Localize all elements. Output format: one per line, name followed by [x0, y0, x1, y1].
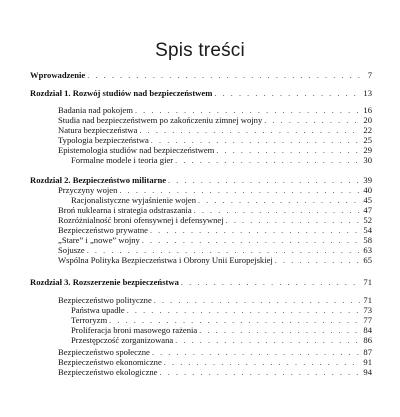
- toc-entry-title: „Stare” i „nowe” wojny: [58, 235, 140, 245]
- toc-subentry[interactable]: [71, 315, 372, 325]
- toc-entry-title: Rozdział 2. Bezpieczeństwo militarne: [30, 175, 167, 185]
- toc-entry-title: Przestępczość zorganizowana: [71, 335, 174, 345]
- toc-entry-page: 20: [363, 115, 372, 125]
- toc-entry-page: 58: [363, 235, 372, 245]
- toc-entry-title: Rozdział 3. Rozszerzenie bezpieczeństwa: [30, 277, 179, 287]
- toc-entry[interactable]: [58, 255, 372, 265]
- toc-entry-page: 65: [363, 255, 372, 265]
- toc-entry-title: Formalne modele i teoria gier: [71, 155, 174, 165]
- toc-leader-dots: [214, 89, 360, 99]
- toc-entry-page: 16: [363, 105, 372, 115]
- toc-entry-page: 7: [367, 70, 372, 80]
- toc-leader-dots: [87, 71, 360, 81]
- toc-entry[interactable]: [58, 295, 372, 305]
- toc-entry[interactable]: [58, 135, 372, 145]
- toc-entry-title: Terroryzm: [71, 315, 108, 325]
- toc-entry-title: Przyczyny wojen: [58, 185, 118, 195]
- toc-entry[interactable]: [58, 115, 372, 125]
- page-title: Spis treści: [155, 40, 245, 61]
- toc-entry-title: Bezpieczeństwo prywatne: [58, 225, 148, 235]
- toc-entry[interactable]: [58, 357, 372, 367]
- toc-entry-page: 52: [363, 215, 372, 225]
- toc-entry-title: Epistemologia studiów nad bezpieczeństwem: [58, 145, 215, 155]
- toc-entry-page: 54: [363, 225, 372, 235]
- toc-chapter-1[interactable]: [30, 88, 372, 98]
- toc-entry-page: 87: [363, 347, 372, 357]
- toc-entry[interactable]: [58, 245, 372, 255]
- toc-leader-dots: [181, 278, 360, 288]
- toc-entry[interactable]: [58, 185, 372, 195]
- toc-subentry[interactable]: [71, 335, 372, 345]
- toc-subentry[interactable]: [71, 325, 372, 335]
- toc-entry-page: 45: [363, 195, 372, 205]
- toc-entry-title: Typologia bezpieczeństwa: [58, 135, 149, 145]
- toc-entry-title: Bezpieczeństwo społeczne: [58, 347, 150, 357]
- toc-entry-title: Rozdział 1. Rozwój studiów nad bezpieczeństwem: [30, 88, 213, 98]
- toc-entry[interactable]: [58, 125, 372, 135]
- toc-subentry[interactable]: [71, 195, 372, 205]
- toc-entry-page: 47: [363, 205, 372, 215]
- toc-entry-title: Sojusze: [58, 245, 85, 255]
- toc-entry-title: Studia nad bezpieczeństwem po zakończeniu zimnej wojny: [58, 115, 263, 125]
- toc-entry-title: Wprowadzenie: [30, 70, 86, 80]
- toc-entry-title: Broń nuklearna i strategia odstraszania: [58, 205, 192, 215]
- toc-leader-dots: [160, 368, 361, 378]
- toc-entry-page: 71: [363, 277, 372, 287]
- toc-entry-page: 40: [363, 185, 372, 195]
- toc-entry-page: 63: [363, 245, 372, 255]
- toc-entry-page: 86: [363, 335, 372, 345]
- toc-chapter-2[interactable]: [30, 175, 372, 185]
- toc-entry-title: Badania nad pokojem: [58, 105, 133, 115]
- toc-entry-title: Bezpieczeństwo polityczne: [58, 295, 152, 305]
- toc-entry-title: Państwa upadłe: [71, 305, 125, 315]
- toc-entry-title: Bezpieczeństwo ekologiczne: [58, 367, 158, 377]
- toc-entry-page: 84: [363, 325, 372, 335]
- toc-subentry[interactable]: [71, 305, 372, 315]
- toc-entry[interactable]: [58, 347, 372, 357]
- toc-entry[interactable]: [58, 215, 372, 225]
- toc-subentry[interactable]: [71, 155, 372, 165]
- toc-entry-page: 25: [363, 135, 372, 145]
- toc-entry-title: Proliferacja broni masowego rażenia: [71, 325, 198, 335]
- toc-entry[interactable]: [58, 367, 372, 377]
- toc-entry-title: Natura bezpieczeństwa: [58, 125, 138, 135]
- toc-entry[interactable]: [58, 235, 372, 245]
- toc-entry[interactable]: [58, 105, 372, 115]
- toc-entry-title: Wspólna Polityka Bezpieczeństwa i Obrony Unii Europejskiej: [58, 255, 273, 265]
- toc-entry-page: 73: [363, 305, 372, 315]
- toc-leader-dots: [275, 256, 360, 266]
- toc-leader-dots: [175, 156, 360, 166]
- toc-entry-page: 77: [363, 315, 372, 325]
- toc-entry-page: 91: [363, 357, 372, 367]
- toc-entry[interactable]: [58, 205, 372, 215]
- toc-entry-title: Bezpieczeństwo ekonomiczne: [58, 357, 162, 367]
- toc-entry-page: 22: [363, 125, 372, 135]
- toc-entry-page: 30: [363, 155, 372, 165]
- toc-entry-page: 29: [363, 145, 372, 155]
- toc-entry-page: 13: [363, 88, 372, 98]
- toc-chapter-3[interactable]: [30, 277, 372, 287]
- toc-entry-wprowadzenie[interactable]: [30, 70, 372, 80]
- toc-entry-page: 71: [363, 295, 372, 305]
- toc-entry-page: 39: [363, 175, 372, 185]
- toc-entry-page: 94: [363, 367, 372, 377]
- toc-entry-title: Racjonalistyczne wyjaśnienie wojen: [71, 195, 197, 205]
- toc-entry[interactable]: [58, 145, 372, 155]
- toc-entry[interactable]: [58, 225, 372, 235]
- toc-entry-title: Rozróżnialność broni ofensywnej i defensywnej: [58, 215, 224, 225]
- toc-leader-dots: [175, 336, 360, 346]
